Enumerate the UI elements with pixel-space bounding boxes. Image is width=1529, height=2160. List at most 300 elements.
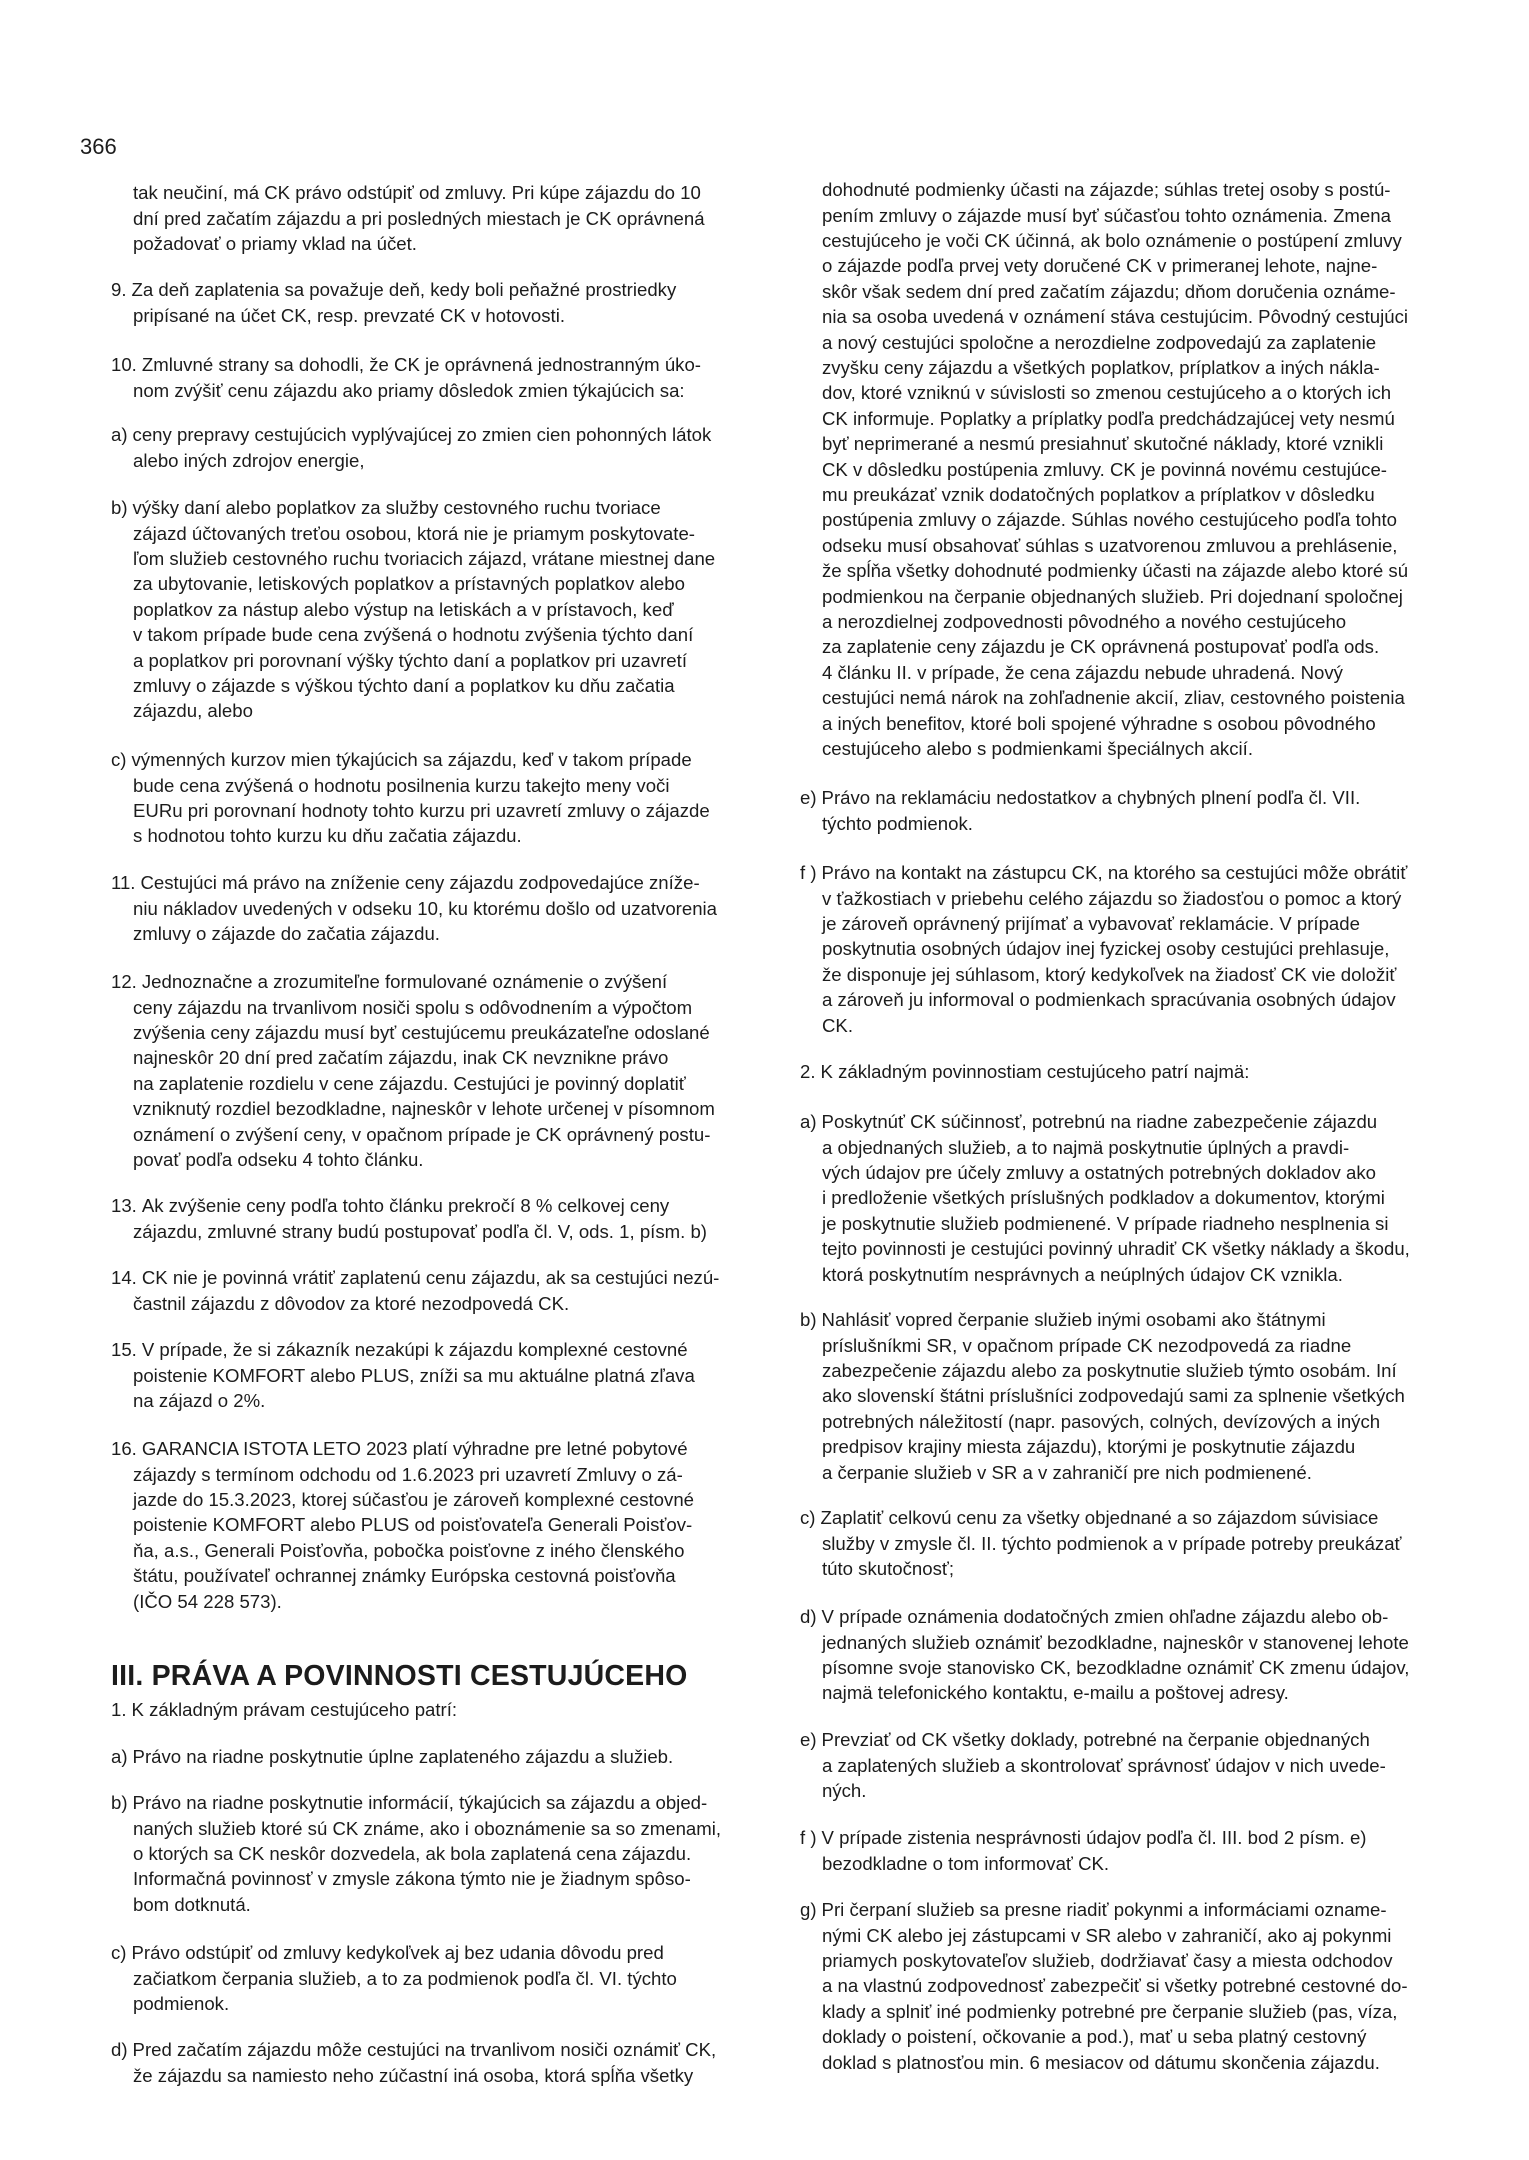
text-line <box>800 1604 1409 1629</box>
text-line <box>111 422 711 447</box>
text-line <box>133 1219 707 1244</box>
line-text: nom zvýšiť cenu zájazdu ako priamy dôsledok zmien týkajúcich sa: <box>133 379 685 401</box>
text-line <box>822 457 1408 482</box>
line-text: EURu pri porovnaní hodnoty tohto kurzu pri uzavretí zmluvy o zájazde <box>133 800 710 822</box>
line-text: K základným právam cestujúceho patrí: <box>131 1699 458 1721</box>
paragraph <box>800 1727 1386 1803</box>
text-line <box>111 1265 719 1290</box>
line-text: V prípade zistenia nesprávnosti údajov podľa čl. III. bod 2 písm. e) <box>821 1827 1367 1849</box>
line-text: Nahlásiť vopred čerpanie služieb inými osobami ako štátnymi <box>821 1309 1326 1331</box>
text-line <box>822 886 1407 911</box>
line-text: príslušníkmi SR, v opačnom prípade CK nezodpovedá za riadne <box>822 1334 1352 1356</box>
line-text: na zájazd o 2%. <box>133 1390 266 1412</box>
line-text: za ubytovanie, letiskových poplatkov a prístavných poplatkov alebo <box>133 573 685 595</box>
line-text: o zájazde podľa prvej vety doručené CK v primeranej lehote, najne- <box>822 255 1378 277</box>
line-text: jednaných služieb oznámiť bezodkladne, najneskôr v stanovenej lehote <box>822 1631 1409 1653</box>
text-line <box>133 921 717 946</box>
paragraph <box>111 969 715 1172</box>
text-line <box>133 698 715 723</box>
line-text: cestujúceho alebo s podmienkami špeciálnych akcií. <box>822 737 1253 759</box>
line-text: písomne svoje stanovisko CK, bezodkladne oznámiť CK zmenu údajov, <box>822 1657 1410 1679</box>
line-text: bom dotknutá. <box>133 1893 251 1915</box>
list-marker: 11. <box>111 872 136 894</box>
text-line <box>111 277 676 302</box>
text-line <box>822 736 1408 761</box>
line-text: zmluvy o zájazde s výškou týchto daní a poplatkov ku dňu začatia <box>133 675 675 697</box>
text-line <box>800 1825 1366 1850</box>
text-line <box>822 1556 1402 1581</box>
line-text: Právo na kontakt na zástupcu CK, na ktorého sa cestujúci môže obrátiť <box>821 862 1408 884</box>
paragraph <box>111 495 716 724</box>
text-line <box>133 1096 715 1121</box>
paragraph <box>111 2037 717 2088</box>
line-text: cestujúceho je voči CK účinná, ak bolo oznámenie o postúpení zmluvy <box>822 230 1402 252</box>
line-text: doklady o poistení, očkovanie a pod.), mať u seba platný cestovný <box>822 2026 1367 2048</box>
line-text: Právo na riadne poskytnutie informácií, týkajúcich sa zájazdu a objed- <box>132 1792 708 1814</box>
list-marker: c) <box>800 1507 816 1529</box>
text-line <box>133 448 711 473</box>
line-text: zabezpečenie zájazdu alebo za poskytnutie služieb týmto osobám. Iní <box>822 1360 1397 1382</box>
text-line <box>822 406 1408 431</box>
text-line <box>822 355 1408 380</box>
paragraph <box>111 422 712 473</box>
text-line <box>111 495 715 520</box>
line-text: skôr však sedem dní pred začatím zájazdu; dňom doručenia oznáme- <box>822 280 1396 302</box>
line-text: požadovať o priamy vklad na účet. <box>133 233 417 255</box>
list-marker: f ) <box>800 1827 817 1849</box>
line-text: a poplatkov pri porovnaní výšky týchto daní a poplatkov pri uzavretí <box>133 649 687 671</box>
line-text: GARANCIA ISTOTA LETO 2023 platí výhradne pre letné pobytové <box>141 1438 688 1460</box>
list-marker: c) <box>111 1942 127 1964</box>
text-line <box>111 1436 694 1461</box>
text-line <box>822 1531 1402 1556</box>
text-line <box>822 660 1408 685</box>
line-text: zájazdu, alebo <box>133 700 253 722</box>
line-text: jazde do 15.3.2023, ktorej súčasťou je zároveň komplexné cestovné <box>133 1489 694 1511</box>
line-text: CK nie je povinná vrátiť zaplatenú cenu zájazdu, ak sa cestujúci nezú- <box>141 1267 720 1289</box>
text-line <box>822 203 1408 228</box>
text-line <box>822 1973 1408 1998</box>
list-marker: 16. <box>111 1438 137 1460</box>
paragraph <box>111 1940 677 2016</box>
text-line <box>822 1434 1405 1459</box>
line-text: Pred začatím zájazdu môže cestujúci na trvanlivom nosiči oznámiť CK, <box>132 2039 717 2061</box>
text-line <box>822 1358 1405 1383</box>
text-line <box>133 1147 715 1172</box>
line-text: doklad s platnosťou min. 6 mesiacov od dátumu skončenia zájazdu. <box>822 2051 1380 2073</box>
list-marker: e) <box>800 1729 817 1751</box>
text-line <box>800 1307 1405 1332</box>
text-line <box>133 823 710 848</box>
paragraph <box>133 180 705 256</box>
text-line <box>111 969 715 994</box>
text-line <box>133 1020 715 1045</box>
list-marker: 2. <box>800 1061 816 1083</box>
text-line <box>822 1160 1410 1185</box>
text-line <box>822 962 1407 987</box>
list-marker: b) <box>111 497 128 519</box>
line-text: CK v dôsledku postúpenia zmluvy. CK je povinná novému cestujúce- <box>822 458 1387 480</box>
line-text: klady a splniť iné podmienky potrebné pre čerpanie služieb (pas, víza, <box>822 2000 1398 2022</box>
text-line <box>822 253 1408 278</box>
list-marker: a) <box>111 424 128 446</box>
paragraph <box>800 1505 1402 1581</box>
text-line <box>133 521 715 546</box>
paragraph <box>111 1744 674 1769</box>
text-line <box>800 1897 1408 1922</box>
list-marker: 13. <box>111 1195 137 1217</box>
list-marker: a) <box>800 1111 817 1133</box>
line-text: bezodkladne o tom informovať CK. <box>822 1852 1110 1874</box>
paragraph <box>111 747 710 849</box>
text-line <box>133 597 715 622</box>
text-line <box>133 231 705 256</box>
text-line <box>111 1744 673 1769</box>
paragraph <box>822 177 1408 761</box>
text-line <box>822 1013 1407 1038</box>
paragraph <box>800 1825 1367 1876</box>
line-text: V prípade oznámenia dodatočných zmien ohľadne zájazdu alebo ob- <box>821 1606 1389 1628</box>
list-marker: f ) <box>800 862 817 884</box>
line-text: v takom prípade bude cena zvýšená o hodnotu zvýšenia týchto daní <box>133 624 694 646</box>
text-line <box>133 1512 694 1537</box>
text-line <box>111 352 701 377</box>
line-text: priamych poskytovateľov služieb, dodržiavať časy a miesta odchodov <box>822 1950 1393 1972</box>
text-line <box>133 1892 721 1917</box>
text-line <box>822 2024 1408 2049</box>
text-line <box>133 1816 721 1841</box>
text-line <box>822 609 1408 634</box>
line-text: predpisov krajiny miesta zájazdu), ktorými je poskytnutie zájazdu <box>822 1436 1356 1458</box>
line-text: zvyšku ceny zájazdu a všetkých poplatkov, príplatkov a iných nákla- <box>822 357 1380 379</box>
text-line <box>133 206 705 231</box>
line-text: vých údajov pre účely zmluvy a ostatných potrebných dokladov ako <box>822 1162 1376 1184</box>
text-line <box>822 1409 1405 1434</box>
text-line <box>822 987 1407 1012</box>
line-text: Právo na reklamáciu nedostatkov a chybných plnení podľa čl. VII. <box>821 787 1361 809</box>
text-line <box>133 1291 719 1316</box>
text-line <box>111 1337 695 1362</box>
line-text: zájazdu, zmluvné strany budú postupovať podľa čl. V, ods. 1, písm. b) <box>133 1220 707 1242</box>
line-text: i predloženie všetkých príslušných podkladov a dokumentov, ktorými <box>822 1187 1385 1209</box>
text-line <box>822 634 1408 659</box>
line-text: že spĺňa všetky dohodnuté podmienky účasti na zájazde alebo ktoré sú <box>822 560 1409 582</box>
line-text: štátu, používateľ ochrannej známky Európska cestovná poisťovňa <box>133 1565 676 1587</box>
list-marker: b) <box>800 1309 817 1331</box>
text-line <box>822 1383 1405 1408</box>
paragraph <box>800 1059 1250 1084</box>
line-text: ľom služieb cestovného ruchu tvoriacich zájazd, vrátane miestnej dane <box>133 548 716 570</box>
line-text: nými CK alebo jej zástupcami v SR alebo v zahraničí, ako aj pokynmi <box>822 1924 1392 1946</box>
line-text: Pri čerpaní služieb sa presne riadiť pokynmi a informáciami ozname- <box>821 1899 1387 1921</box>
line-text: častnil zájazdu z dôvodov za ktoré nezodpovedá CK. <box>133 1292 570 1314</box>
text-line <box>133 673 715 698</box>
text-line <box>133 571 715 596</box>
line-text: začiatkom čerpania služieb, a to za podmienok podľa čl. VI. týchto <box>133 1967 677 1989</box>
text-line <box>822 936 1407 961</box>
text-line <box>133 1487 694 1512</box>
line-text: Prevziať od CK všetky doklady, potrebné na čerpanie objednaných <box>821 1729 1370 1751</box>
line-text: bude cena zvýšená o hodnotu posilnenia kurzu takejto meny voči <box>133 774 670 796</box>
line-text: postúpenia zmluvy o zájazde. Súhlas nového cestujúceho podľa tohto <box>822 509 1397 531</box>
text-line <box>133 1866 721 1891</box>
line-text: tak neučiní, má CK právo odstúpiť od zmluvy. Pri kúpe zájazdu do 10 <box>133 182 701 204</box>
line-text: cestujúci nemá nárok na zohľadnenie akcií, zliav, cestovného poistenia <box>822 687 1405 709</box>
line-text: týchto podmienok. <box>822 812 973 834</box>
list-marker: g) <box>800 1899 817 1921</box>
text-line <box>822 811 1360 836</box>
text-line <box>822 380 1408 405</box>
line-text: tejto povinnosti je cestujúci povinný uhradiť CK všetky náklady a škodu, <box>822 1238 1410 1260</box>
text-line <box>133 995 715 1020</box>
line-text: ných. <box>822 1780 867 1802</box>
line-text: poskytnutia osobných údajov inej fyzickej osoby cestujúci prehlasuje, <box>822 938 1390 960</box>
text-line <box>822 1135 1410 1160</box>
text-line <box>133 2063 716 2088</box>
line-text: služby v zmysle čl. II. týchto podmienok a v prípade potreby preukázať <box>822 1532 1402 1554</box>
line-text: že zájazdu sa namiesto neho zúčastní iná osoba, ktorá spĺňa všetky <box>133 2064 694 2086</box>
line-text: pripísané na účet CK, resp. prevzaté CK v hotovosti. <box>133 304 566 326</box>
text-line <box>822 911 1407 936</box>
text-line <box>822 1655 1409 1680</box>
line-text: dov, ktoré vzniknú v súvislosti so zmenou cestujúceho a o ktorých ich <box>822 382 1392 404</box>
text-line <box>822 2050 1408 2075</box>
line-text: za zaplatenie ceny zájazdu je CK oprávnená postupovať podľa ods. <box>822 636 1380 658</box>
text-line <box>822 304 1408 329</box>
text-line <box>822 330 1408 355</box>
list-marker: d) <box>111 2039 128 2061</box>
text-line <box>822 1630 1409 1655</box>
list-marker: 12. <box>111 971 137 993</box>
paragraph <box>800 785 1361 836</box>
list-marker: c) <box>111 749 127 771</box>
text-line <box>822 1211 1410 1236</box>
line-text: Poskytnúť CK súčinnosť, potrebnú na riadne zabezpečenie zájazdu <box>821 1111 1378 1133</box>
paragraph <box>800 860 1408 1038</box>
text-line <box>822 177 1408 202</box>
line-text: vzniknutý rozdiel bezodkladne, najneskôr v lehote určenej v písomnom <box>133 1098 715 1120</box>
line-text: Zmluvné strany sa dohodli, že CK je oprávnená jednostranným úko- <box>141 354 701 376</box>
text-line <box>111 1697 457 1722</box>
text-line <box>822 685 1408 710</box>
line-text: CK. <box>822 1014 853 1036</box>
text-line <box>822 1753 1386 1778</box>
line-text: potrebných náležitostí (napr. pasových, colných, devízových a iných <box>822 1410 1381 1432</box>
text-line <box>822 431 1408 456</box>
line-text: ceny prepravy cestujúcich vyplývajúcej zo zmien cien pohonných látok <box>132 424 712 446</box>
paragraph <box>111 1193 707 1244</box>
line-text: dní pred začatím zájazdu a pri posledných miestach je CK oprávnená <box>133 207 705 229</box>
line-text: V prípade, že si zákazník nezakúpi k zájazdu komplexné cestovné <box>141 1339 688 1361</box>
text-line <box>133 798 710 823</box>
line-text: s hodnotou tohto kurzu ku dňu začatia zájazdu. <box>133 825 522 847</box>
text-line <box>133 648 715 673</box>
line-text: je poskytnutie služieb podmienené. V prípade riadneho nesplnenia si <box>822 1212 1389 1234</box>
list-marker: 15. <box>111 1339 137 1361</box>
text-line <box>133 1122 715 1147</box>
text-line <box>822 279 1408 304</box>
text-line <box>133 896 717 921</box>
line-text: a zaplatených služieb a skontrolovať správnosť údajov v nich uvede- <box>822 1754 1386 1776</box>
text-line <box>822 1333 1405 1358</box>
text-line <box>133 1045 715 1070</box>
line-text: (IČO 54 228 573). <box>133 1590 282 1612</box>
paragraph <box>111 1436 694 1614</box>
text-line <box>111 1193 707 1218</box>
line-text: a zároveň ju informoval o podmienkach spracúvania osobných údajov <box>822 989 1396 1011</box>
paragraph <box>111 1790 722 1917</box>
text-line <box>133 1991 677 2016</box>
section-heading: III. PRÁVA A POVINNOSTI CESTUJÚCEHO <box>111 1660 688 1692</box>
text-line <box>111 870 717 895</box>
text-line <box>133 546 715 571</box>
text-line <box>800 1727 1386 1752</box>
text-line <box>800 860 1407 885</box>
text-line <box>822 1778 1386 1803</box>
line-text: pením zmluvy o zájazde musí byť súčasťou tohto oznámenia. Zmena <box>822 204 1391 226</box>
text-line <box>133 1388 695 1413</box>
paragraph <box>800 1897 1408 2075</box>
line-text: Jednoznačne a zrozumiteľne formulované oznámenie o zvýšení <box>141 971 668 993</box>
text-line <box>822 1923 1408 1948</box>
line-text: a nerozdielnej zodpovednosti pôvodného a nového cestujúceho <box>822 610 1347 632</box>
text-line <box>133 1966 677 1991</box>
line-text: ceny zájazdu na trvanlivom nosiči spolu s odôvodnením a výpočtom <box>133 996 693 1018</box>
text-line <box>822 507 1408 532</box>
line-text: a objednaných služieb, a to najmä poskytnutie úplných a pravdi- <box>822 1136 1350 1158</box>
line-text: odseku musí obsahovať súhlas s uzatvorenou zmluvou a prehlásenie, <box>822 534 1398 556</box>
text-line <box>822 558 1408 583</box>
text-line <box>822 228 1408 253</box>
paragraph <box>111 277 677 328</box>
text-line <box>822 584 1408 609</box>
line-text: Informačná povinnosť v zmysle zákona týmto nie je žiadnym spôso- <box>133 1868 691 1890</box>
line-text: Ak zvýšenie ceny podľa tohto článku prekročí 8 % celkovej ceny <box>141 1195 670 1217</box>
line-text: poplatkov za nástup alebo výstup na letiskách a v prístavoch, keď <box>133 598 674 620</box>
text-line <box>822 1851 1366 1876</box>
line-text: a nový cestujúci spoločne a nerozdielne zodpovedajú za zaplatenie <box>822 331 1377 353</box>
text-line <box>822 1185 1410 1210</box>
line-text: niu nákladov uvedených v odseku 10, ku ktorému došlo od uzatvorenia <box>133 897 718 919</box>
text-line <box>800 1059 1249 1084</box>
line-text: poistenie KOMFORT alebo PLUS, zníži sa mu aktuálne platná zľava <box>133 1364 695 1386</box>
line-text: že disponuje jej súhlasom, ktorý kedykoľvek na žiadosť CK vie doložiť <box>822 963 1397 985</box>
line-text: K základným povinnostiam cestujúceho patrí najmä: <box>820 1061 1250 1083</box>
line-text: najneskôr 20 dní pred začatím zájazdu, inak CK nevznikne právo <box>133 1047 669 1069</box>
text-line <box>822 482 1408 507</box>
text-line <box>133 1538 694 1563</box>
line-text: Právo na riadne poskytnutie úplne zaplateného zájazdu a služieb. <box>132 1746 674 1768</box>
list-marker: 14. <box>111 1267 137 1289</box>
paragraph <box>111 1337 695 1413</box>
line-text: naných služieb ktoré sú CK známe, ako i oboznámenie sa so zmenami, <box>133 1817 722 1839</box>
line-text: zájazd účtovaných treťou osobou, ktorá nie je priamym poskytovate- <box>133 522 695 544</box>
paragraph <box>111 870 718 946</box>
list-marker: e) <box>800 787 817 809</box>
line-text: dohodnuté podmienky účasti na zájazde; súhlas tretej osoby s postú- <box>822 179 1391 201</box>
text-line <box>133 1589 694 1614</box>
line-text: v ťažkostiach v priebehu celého zájazdu so žiadosťou o pomoc a ktorý <box>822 887 1402 909</box>
text-line <box>822 1262 1410 1287</box>
line-text: Za deň zaplatenia sa považuje deň, kedy boli peňažné prostriedky <box>131 279 677 301</box>
text-line <box>111 747 710 772</box>
text-line <box>111 1940 677 1965</box>
line-text: Zaplatiť celkovú cenu za všetky objednané a so zájazdom súvisiace <box>820 1507 1379 1529</box>
text-line <box>800 785 1360 810</box>
paragraph <box>800 1307 1405 1485</box>
text-line <box>133 1841 721 1866</box>
text-line <box>133 180 705 205</box>
line-text: poistenie KOMFORT alebo PLUS od poisťovateľa Generali Poisťov- <box>133 1514 693 1536</box>
paragraph <box>800 1604 1410 1706</box>
line-text: alebo iných zdrojov energie, <box>133 449 365 471</box>
line-text: povať podľa odseku 4 tohto článku. <box>133 1149 424 1171</box>
text-line <box>133 622 715 647</box>
paragraph <box>800 1109 1410 1287</box>
text-line <box>822 1236 1410 1261</box>
text-line <box>822 1460 1405 1485</box>
line-text: oznámení o zvýšení ceny, v opačnom prípade je CK oprávnený postu- <box>133 1123 711 1145</box>
line-text: byť neprimerané a nesmú presiahnuť skutočné náklady, ktoré vznikli <box>822 433 1384 455</box>
text-line <box>133 773 710 798</box>
paragraph <box>111 1265 720 1316</box>
text-line <box>822 1999 1408 2024</box>
line-text: nia sa osoba uvedená v oznámení stáva cestujúcim. Pôvodný cestujúci <box>822 306 1409 328</box>
line-text: ktorá poskytnutím nesprávnych a neúplných údajov CK vznikla. <box>822 1263 1343 1285</box>
page-number: 366 <box>80 134 117 159</box>
line-text: výmenných kurzov mien týkajúcich sa zájazdu, keď v takom prípade <box>131 749 692 771</box>
list-marker: d) <box>800 1606 817 1628</box>
list-marker: 9. <box>111 279 127 301</box>
text-line <box>133 1462 694 1487</box>
line-text: CK informuje. Poplatky a príplatky podľa predchádzajúcej vety nesmú <box>822 407 1395 429</box>
line-text: výšky daní alebo poplatkov za služby cestovného ruchu tvoriace <box>132 497 661 519</box>
line-text: najmä telefonického kontaktu, e-mailu a poštovej adresy. <box>822 1682 1289 1704</box>
line-text: zájazdy s termínom odchodu od 1.6.2023 pri uzavretí Zmluvy o zá- <box>133 1463 683 1485</box>
list-marker: b) <box>111 1792 128 1814</box>
line-text: túto skutočnosť; <box>822 1558 955 1580</box>
line-text: zvýšenia ceny zájazdu musí byť cestujúcemu preukázateľne odoslané <box>133 1022 710 1044</box>
line-text: ňa, a.s., Generali Poisťovňa, pobočka poisťovne z iného členského <box>133 1539 685 1561</box>
line-text: a iných benefitov, ktoré boli spojené výhradne s osobou pôvodného <box>822 712 1376 734</box>
paragraph <box>111 1697 458 1722</box>
line-text: mu preukázať vznik dodatočných poplatkov a príplatkov v dôsledku <box>822 483 1375 505</box>
line-text: a na vlastnú zodpovednosť zabezpečiť si všetky potrebné cestovné do- <box>822 1975 1408 1997</box>
line-text: podmienok. <box>133 1993 230 2015</box>
list-marker: 10. <box>111 354 137 376</box>
line-text: a čerpanie služieb v SR a v zahraničí pre nich podmienené. <box>822 1461 1312 1483</box>
text-line <box>822 711 1408 736</box>
text-line <box>822 1948 1408 1973</box>
line-text: je zároveň oprávnený prijímať a vybavovať reklamácie. V prípade <box>822 913 1360 935</box>
text-line <box>111 2037 716 2062</box>
text-line <box>133 378 701 403</box>
line-text: podmienkou na čerpanie objednaných služieb. Pri dojednaní spoločnej <box>822 585 1403 607</box>
text-line <box>133 1563 694 1588</box>
line-text: Cestujúci má právo na zníženie ceny zájazdu zodpovedajúce zníže- <box>140 872 700 894</box>
text-line <box>822 533 1408 558</box>
line-text: zmluvy o zájazde do začatia zájazdu. <box>133 923 440 945</box>
line-text: o ktorých sa CK neskôr dozvedela, ak bola zaplatená cena zájazdu. <box>133 1843 692 1865</box>
text-line <box>800 1505 1402 1530</box>
line-text: 4 článku II. v prípade, že cena zájazdu nebude uhradená. Nový <box>822 661 1343 683</box>
text-line <box>133 303 676 328</box>
line-text: ako slovenskí štátni príslušníci zodpovedajú sami za splnenie všetkých <box>822 1385 1405 1407</box>
text-line <box>133 1363 695 1388</box>
list-marker: 1. <box>111 1699 127 1721</box>
paragraph <box>111 352 701 403</box>
line-text: na zaplatenie rozdielu v cene zájazdu. Cestujúci je povinný doplatiť <box>133 1072 686 1094</box>
